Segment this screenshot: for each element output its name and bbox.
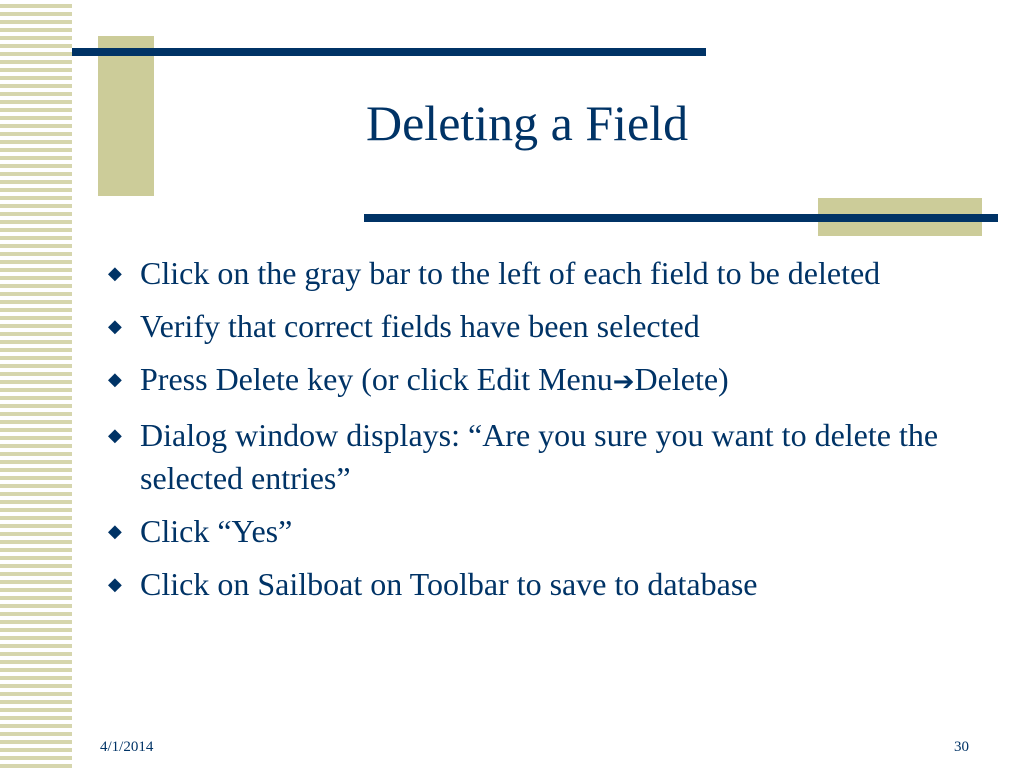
page-number: 30 bbox=[954, 739, 969, 755]
bullet-text: Verify that correct fields have been selected bbox=[140, 308, 700, 344]
slide-title: Deleting a Field bbox=[366, 95, 689, 151]
bullet-item bbox=[106, 510, 986, 553]
bullet-item bbox=[106, 414, 986, 500]
diamond-bullet-icon: ◆ bbox=[108, 425, 122, 445]
right-arrow-icon: ➔ bbox=[612, 367, 635, 397]
bullet-item bbox=[106, 252, 986, 295]
bullet-list bbox=[106, 252, 986, 616]
decorative-line-bottom bbox=[364, 214, 998, 222]
decorative-line-top bbox=[72, 48, 706, 56]
diamond-bullet-icon: ◆ bbox=[108, 574, 122, 594]
decorative-stripes bbox=[0, 0, 72, 768]
bullet-item bbox=[106, 305, 986, 348]
bullet-item bbox=[106, 358, 986, 404]
bullet-text: Click on Sailboat on Toolbar to save to database bbox=[140, 566, 758, 602]
diamond-bullet-icon: ◆ bbox=[108, 369, 122, 389]
decorative-block-top-left bbox=[98, 36, 154, 196]
bullet-text-before: Press Delete key (or click Edit Menu bbox=[140, 361, 613, 397]
bullet-text: Click on the gray bar to the left of each field to be deleted bbox=[140, 255, 881, 291]
diamond-bullet-icon: ◆ bbox=[108, 316, 122, 336]
bullet-text: Dialog window displays: “Are you sure you want to delete the selected entries” bbox=[140, 417, 939, 496]
bullet-item bbox=[106, 563, 986, 606]
footer-date: 4/1/2014 bbox=[100, 739, 154, 755]
bullet-text-after: Delete) bbox=[634, 361, 729, 397]
diamond-bullet-icon: ◆ bbox=[108, 263, 122, 283]
diamond-bullet-icon: ◆ bbox=[108, 521, 122, 541]
bullet-text: Click “Yes” bbox=[140, 513, 293, 549]
